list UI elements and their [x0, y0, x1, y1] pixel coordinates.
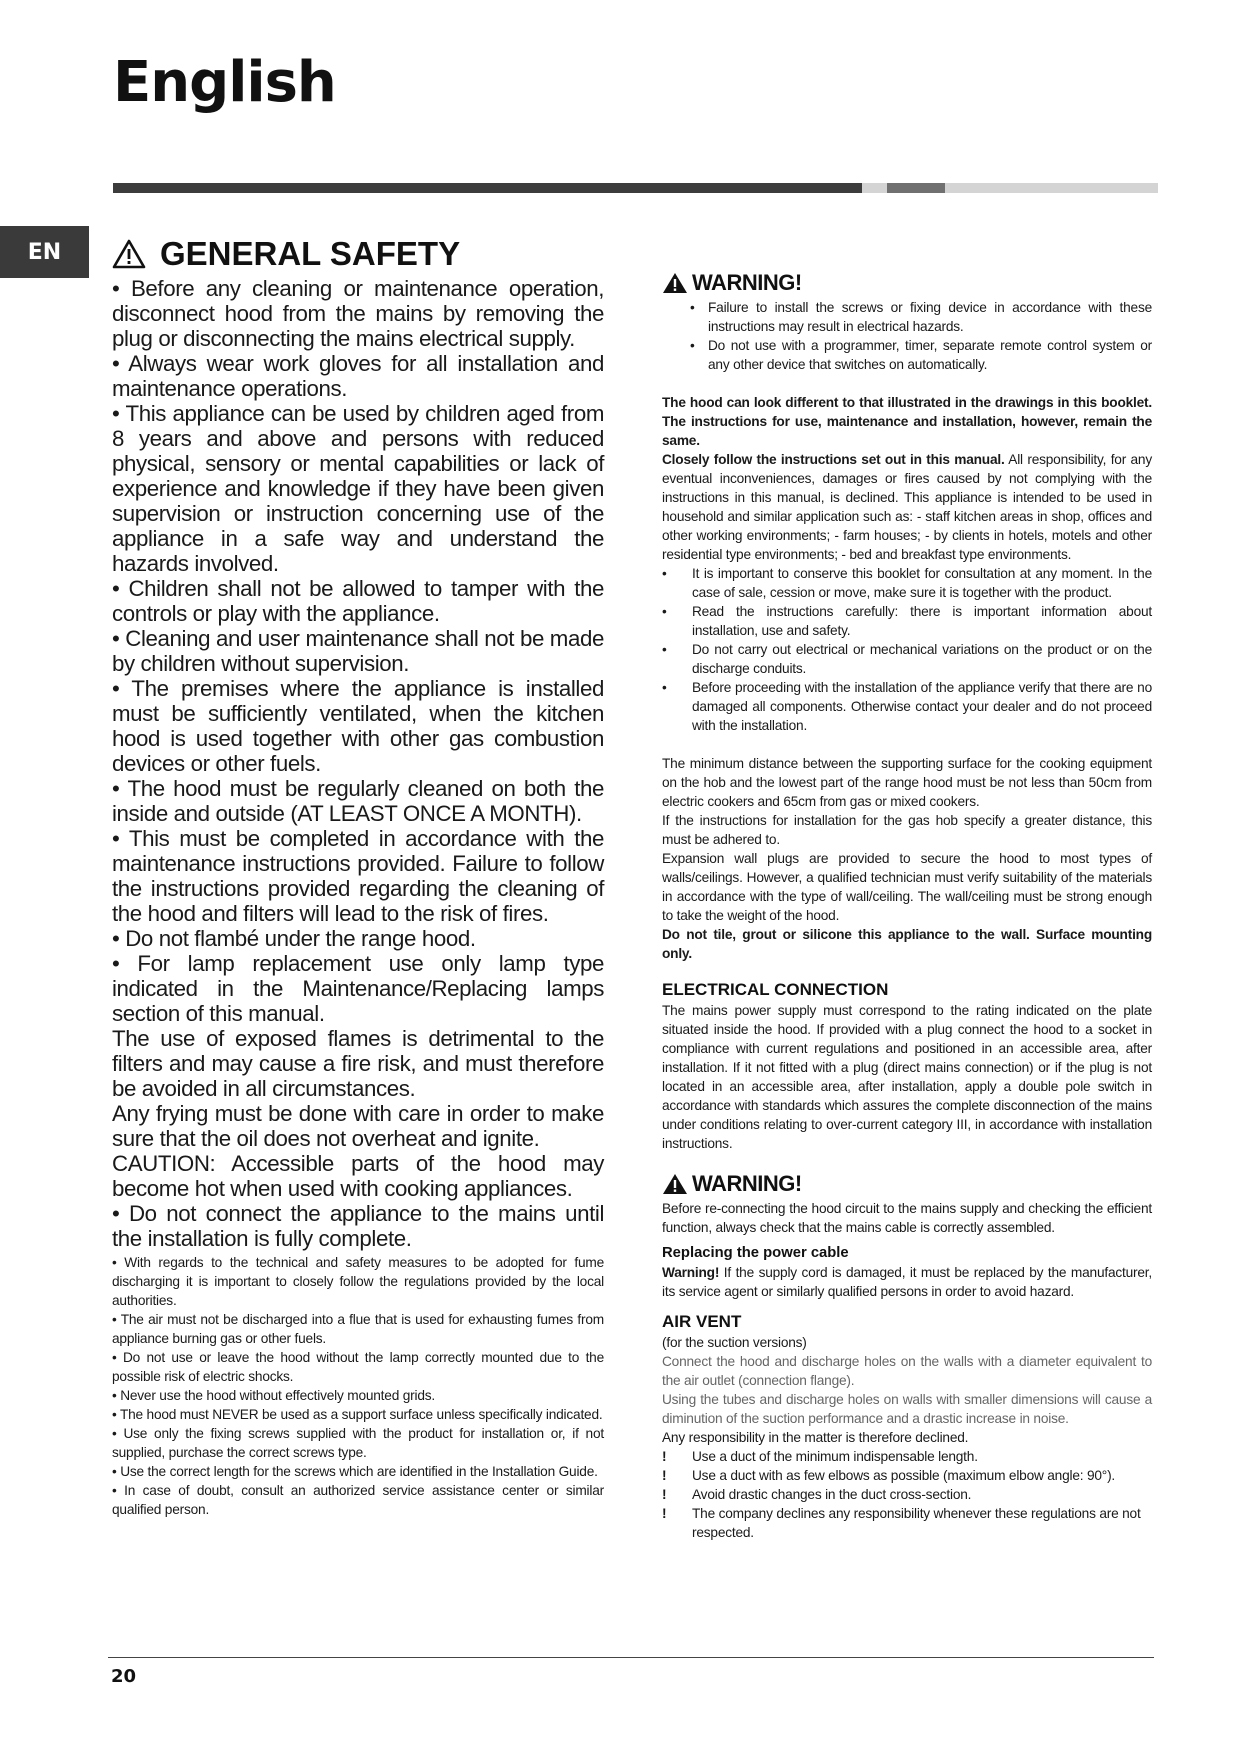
safety-paragraph: CAUTION: Accessible parts of the hood may become hot when used with cooking appliances. [112, 1151, 604, 1202]
air-vent-responsibility: Any responsibility in the matter is therefore declined. [662, 1430, 969, 1445]
list-item: ! The company declines any responsibility whenever these regulations are not respected. [662, 1506, 1141, 1540]
electrical-text: The mains power supply must correspond to the rating indicated on the plate situated inside the hood. If provided with a plug connect the hood to a socket in compliance with current regulations and positioned in an accessible area, after installation. If it not fitted with a plug (direct mains connection) or if the plug is not located in an accessible area, after installation, apply a double pole switch in accordance with standards which assures the complete disconnection of the mains under conditions relating to over-current category III, in accordance with installation instructions. [662, 1003, 1152, 1151]
installation-paragraph: The minimum distance between the supporting surface for the cooking equipment on the hob and the lowest part of the range hood must be not less than 50cm from electric cookers and 65cm from gas or mixed cookers. [662, 756, 1152, 809]
list-item: • Before proceeding with the installation of the appliance verify that there are no damaged all components. Otherwise contact your dealer and do not proceed with the installation. [662, 680, 1152, 733]
small-safety-list [112, 1253, 604, 1519]
warning-filled-icon [662, 272, 688, 294]
general-safety-section [112, 236, 604, 1519]
air-vent-subtitle: (for the suction versions) [662, 1335, 807, 1350]
safety-note: • With regards to the technical and safety measures to be adopted for fume discharging it is important to closely follow the regulations provided by the local authorities. [112, 1255, 604, 1309]
general-safety-title: GENERAL SAFETY [160, 235, 461, 272]
list-item: • Do not carry out electrical or mechanical variations on the product or on the discharge conduits. [662, 642, 1152, 676]
general-safety-heading [112, 236, 604, 272]
safety-note: • Use only the fixing screws supplied with the product for installation or, if not supplied, purchase the correct screws type. [112, 1426, 604, 1461]
air-vent-paragraph: Connect the hood and discharge holes on the walls with a diameter equivalent to the air outlet (connection flange). [662, 1354, 1152, 1388]
language-tab: EN [0, 226, 89, 278]
list-item: • It is important to conserve this booklet for consultation at any moment. In the case of sale, cession or move, make sure it is together with the product. [662, 566, 1152, 600]
installation-block [662, 754, 1152, 963]
responsibility-note: Closely follow the instructions set out in this manual. All responsibility, for any eventual inconveniences, damages or fires caused by not complying with the instructions in this manual, is declined. This appliance is intended to be used in household and similar application such as: - staff kitchen areas in shop, offices and other working environments; - farm houses; - by clients in hotels, motels and other residential type environments; - bed and breakfast type environments. [662, 452, 1152, 562]
warning-filled-icon [662, 1173, 688, 1195]
warning-text: Before re-connecting the hood circuit to the mains supply and checking the efficient function, always check that the mains cable is correctly assembled. [662, 1201, 1152, 1235]
safety-paragraph: • Do not flambé under the range hood. [112, 926, 476, 952]
installation-paragraph: Expansion wall plugs are provided to secure the hood to most types of walls/ceilings. However, a qualified technician must verify suitability of the materials in accordance with the type of wall/ceiling. The wall/ceiling must be strong enough to take the weight of the hood. [662, 851, 1152, 923]
header-bar-dark [113, 183, 862, 193]
safety-paragraph: Any frying must be done with care in order to make sure that the oil does not overheat and ignite. [112, 1101, 604, 1152]
safety-paragraph: • The hood must be regularly cleaned on both the inside and outside (AT LEAST ONCE A MONTH). [112, 776, 604, 827]
safety-note: • In case of doubt, consult an authorized service assistance center or similar qualified person. [112, 1483, 604, 1518]
notes-list [662, 564, 1152, 735]
safety-paragraph: • This must be completed in accordance with the maintenance instructions provided. Failure to follow the instructions provided regarding the cleaning of the hood and filters will lead to the risk of fires. [112, 826, 604, 927]
safety-paragraph: • This appliance can be used by children aged from 8 years and above and persons with reduced physical, sensory or mental capabilities or lack of experience and knowledge if they have been given supervision or instruction concerning use of the appliance in a safe way and understand the hazards involved. [112, 401, 604, 577]
list-item: ! Use a duct with as few elbows as possible (maximum elbow angle: 90°). [662, 1468, 1116, 1483]
footer-divider [108, 1657, 1154, 1658]
safety-note: • The air must not be discharged into a flue that is used for exhausting fumes from appliance burning gas or other fuels. [112, 1312, 604, 1347]
safety-paragraph: • Do not connect the appliance to the mains until the installation is fully complete. [112, 1201, 604, 1252]
page-title: English [113, 50, 336, 115]
safety-note: • The hood must NEVER be used as a support surface unless specifically indicated. [112, 1407, 603, 1423]
appearance-note: The hood can look different to that illustrated in the drawings in this booklet. The instructions for use, maintenance and installation, however, remain the same. [662, 395, 1152, 448]
safety-paragraph: • Always wear work gloves for all installation and maintenance operations. [112, 351, 604, 402]
notes-block [662, 393, 1152, 735]
warning-title: WARNING! [692, 270, 802, 295]
air-vent-list [662, 1447, 1152, 1542]
right-column [662, 270, 1152, 1542]
warning-title: WARNING! [692, 1171, 802, 1196]
electrical-heading: ELECTRICAL CONNECTION [662, 980, 889, 999]
header-bar-light [862, 183, 887, 193]
safety-note: • Never use the hood without effectively mounted grids. [112, 1388, 435, 1404]
page-number: 20 [111, 1666, 137, 1687]
list-item: • Do not use with a programmer, timer, separate remote control system or any other device that switches on automatically. [690, 338, 1152, 372]
list-item: • Read the instructions carefully: there is important information about installation, use and safety. [662, 604, 1152, 638]
list-item: ! Use a duct of the minimum indispensable length. [662, 1449, 978, 1464]
safety-paragraph: • The premises where the appliance is installed must be sufficiently ventilated, when the kitchen hood is used together with other gas combustion devices or other fuels. [112, 676, 604, 777]
safety-paragraph: • Before any cleaning or maintenance operation, disconnect hood from the mains by removing the plug or disconnecting the mains electrical supply. [112, 276, 604, 352]
large-safety-list [112, 276, 604, 1251]
installation-paragraph: If the instructions for installation for the gas hob specify a greater distance, this must be adhered to. [662, 813, 1152, 847]
air-vent-block [662, 1311, 1152, 1542]
power-cable-text: Warning! If the supply cord is damaged, it must be replaced by the manufacturer, its service agent or similarly qualified persons in order to avoid hazard. [662, 1265, 1152, 1299]
power-cable-heading: Replacing the power cable [662, 1245, 849, 1261]
power-cable-block [662, 1243, 1152, 1301]
warning-list [662, 298, 1152, 374]
list-item: • Failure to install the screws or fixing device in accordance with these instructions may result in electrical hazards. [690, 300, 1152, 334]
list-item: ! Avoid drastic changes in the duct cross-section. [662, 1487, 972, 1502]
air-vent-paragraph: Using the tubes and discharge holes on walls with smaller dimensions will cause a diminution of the suction performance and a drastic increase in noise. [662, 1392, 1152, 1426]
air-vent-heading: AIR VENT [662, 1312, 742, 1331]
safety-paragraph: • Children shall not be allowed to tamper with the controls or play with the appliance. [112, 576, 604, 627]
warning-heading [662, 1171, 1152, 1197]
safety-paragraph: • For lamp replacement use only lamp type indicated in the Maintenance/Replacing lamps section of this manual. [112, 951, 604, 1027]
header-bar-mid [887, 183, 945, 193]
electrical-block [662, 979, 1152, 1153]
warning-block-1 [662, 270, 1152, 374]
mounting-note: Do not tile, grout or silicone this appliance to the wall. Surface mounting only. [662, 927, 1152, 961]
safety-paragraph: The use of exposed flames is detrimental to the filters and may cause a fire risk, and must therefore be avoided in all circumstances. [112, 1026, 604, 1102]
safety-note: • Do not use or leave the hood without the lamp correctly mounted due to the possible risk of electric shocks. [112, 1350, 604, 1385]
safety-paragraph: • Cleaning and user maintenance shall not be made by children without supervision. [112, 626, 604, 677]
header-bar-light-end [945, 183, 1158, 193]
warning-heading [662, 270, 1152, 296]
safety-note: • Use the correct length for the screws which are identified in the Installation Guide. [112, 1464, 598, 1480]
warning-triangle-icon [112, 239, 146, 269]
warning-block-2 [662, 1171, 1152, 1237]
